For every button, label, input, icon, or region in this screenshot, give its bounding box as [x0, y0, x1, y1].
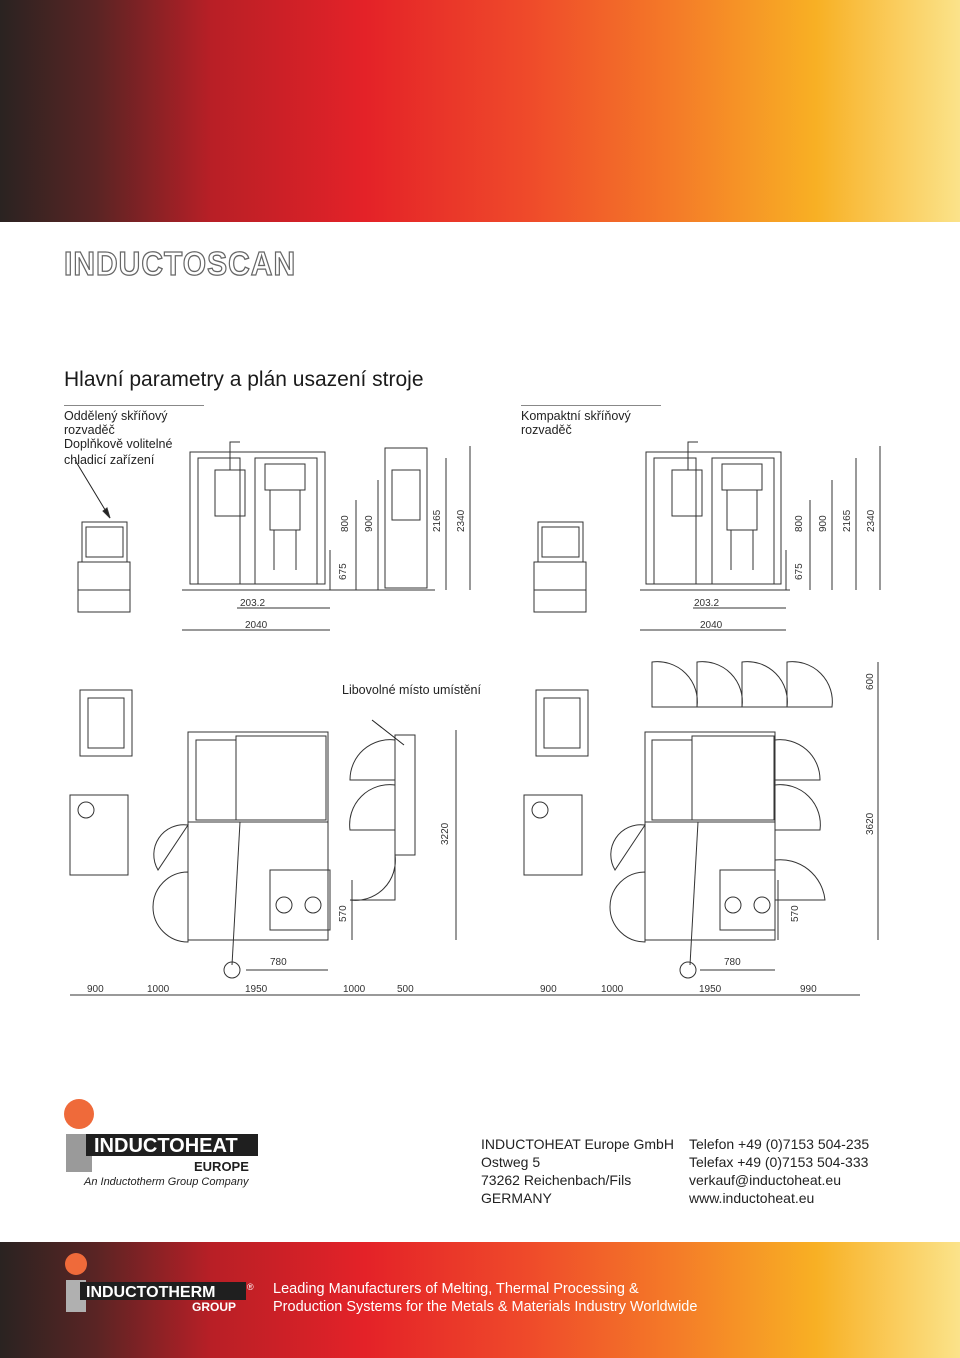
dim-800-left: 800 [340, 515, 351, 532]
email-link[interactable]: verkauf@inductoheat.eu [689, 1172, 841, 1188]
logo-tagline: An Inductotherm Group Company [84, 1176, 249, 1188]
dim-bottom-left-3: 1000 [343, 984, 366, 995]
dim-offset-right: 203.2 [694, 598, 720, 609]
dim-900-right: 900 [818, 515, 829, 532]
dim-bottom-right-3: 990 [800, 984, 817, 995]
dim-570-left: 570 [338, 905, 349, 922]
dim-bottom-left-1: 1000 [147, 984, 170, 995]
logo-sub-text: EUROPE [194, 1159, 249, 1174]
address-line: Ostweg 5 [481, 1154, 541, 1170]
dim-2340-left: 2340 [456, 509, 467, 532]
phone: Telefon +49 (0)7153 504-235 [689, 1136, 870, 1152]
dim-bottom-left-4: 500 [397, 984, 414, 995]
footer-logo-sub: GROUP [192, 1300, 237, 1314]
dim-width-right: 2040 [700, 620, 723, 631]
footer-logo-dot-icon [65, 1253, 87, 1275]
dim-3220: 3220 [440, 822, 451, 845]
footer-slogan [273, 1280, 697, 1316]
floor-plan-drawings [0, 650, 960, 1000]
logo-dot-icon [64, 1099, 94, 1129]
dim-3620: 3620 [865, 812, 876, 835]
website-link[interactable]: www.inductoheat.eu [689, 1190, 815, 1206]
brand-title: INDUCTOSCAN [64, 246, 297, 283]
cooling-note: Doplňkově volitelné chladicí zařízení [64, 437, 173, 467]
fax: Telefax +49 (0)7153 504-333 [689, 1154, 869, 1170]
subtitle-compact-cabinet: Kompaktní skříňový rozvaděč [521, 405, 661, 437]
dim-bottom-right-0: 900 [540, 984, 557, 995]
dim-900-left: 900 [364, 515, 375, 532]
dim-675-left: 675 [338, 563, 349, 580]
subtitle-separate-cabinet: Oddělený skříňový rozvaděč [64, 405, 204, 437]
dim-780-left: 780 [270, 957, 287, 968]
footer-logo-main: INDUCTOTHERM [86, 1284, 216, 1301]
dim-2165-left: 2165 [432, 509, 443, 532]
elevation-drawings [0, 430, 960, 650]
dim-bottom-left-2: 1950 [245, 984, 268, 995]
dim-bottom-left-0: 900 [87, 984, 104, 995]
logo-main-text: INDUCTOHEAT [94, 1135, 238, 1157]
placement-label: Libovolné místo umístění [342, 683, 481, 697]
contact-block [689, 1135, 869, 1207]
dim-bottom-right-1: 1000 [601, 984, 624, 995]
slogan-line: Leading Manufacturers of Melting, Thermal Processing & [273, 1281, 639, 1297]
dim-bottom-right-2: 1950 [699, 984, 722, 995]
address-block [481, 1135, 674, 1207]
address-line: INDUCTOHEAT Europe GmbH [481, 1136, 674, 1152]
dim-width-left: 2040 [245, 620, 268, 631]
dim-780-right: 780 [724, 957, 741, 968]
slogan-line: Production Systems for the Metals & Materials Industry Worldwide [273, 1299, 698, 1315]
dim-675-right: 675 [794, 563, 805, 580]
header-gradient-band [0, 0, 960, 222]
inductotherm-logo [64, 1252, 264, 1322]
page-heading: Hlavní parametry a plán usazení stroje [64, 368, 424, 391]
dim-800-right: 800 [794, 515, 805, 532]
dim-offset-left: 203.2 [240, 598, 266, 609]
address-line: 73262 Reichenbach/Fils [481, 1172, 632, 1188]
footer-logo-registered: ® [247, 1282, 254, 1292]
dim-570-right: 570 [790, 905, 801, 922]
dim-600: 600 [865, 673, 876, 690]
address-line: GERMANY [481, 1190, 552, 1206]
inductoheat-logo [64, 1098, 264, 1190]
dim-2340-right: 2340 [866, 509, 877, 532]
dim-2165-right: 2165 [842, 509, 853, 532]
